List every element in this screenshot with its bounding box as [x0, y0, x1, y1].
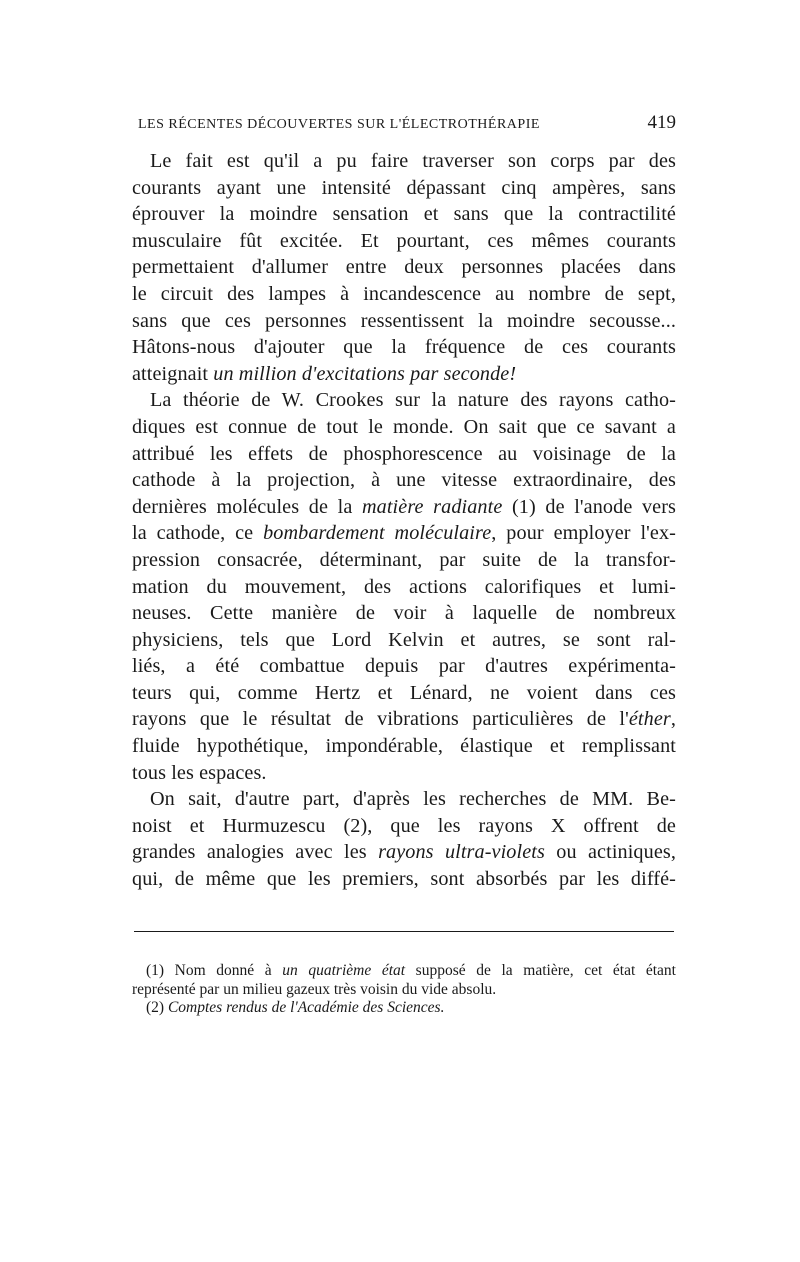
italic-phrase: éther — [628, 708, 671, 731]
text-line: sans que ces personnes ressentissent la moindre secousse... — [132, 309, 676, 332]
text-line: le circuit des lampes à incandescence au nombre de sept, — [132, 282, 676, 305]
text-line: fluide hypothétique, impondérable, élastique et remplissant — [132, 735, 676, 758]
text-line: permettaient d'allumer entre deux personnes placées dans — [132, 256, 676, 279]
body-text — [132, 148, 676, 893]
running-title: LES RÉCENTES DÉCOUVERTES SUR L'ÉLECTROTHÉRAPIE — [138, 117, 540, 132]
text-line: pression consacrée, déterminant, par suite de la transfor- — [132, 548, 676, 571]
text-line: qui, de même que les premiers, sont absorbés par les diffé- — [132, 868, 676, 891]
text-line: attribué les effets de phosphorescence au voisinage de la — [132, 442, 676, 465]
text-line: La théorie de W. Crookes sur la nature des rayons catho- — [150, 389, 676, 412]
text-line: liés, a été combattue depuis par d'autres expérimenta- — [132, 655, 676, 678]
text-line: atteignait un million d'excitations par seconde! — [132, 362, 517, 385]
text-line: diques est connue de tout le monde. On sait que ce savant a — [132, 415, 676, 438]
footnote-1-continued: représenté par un milieu gazeux très voisin du vide absolu. — [132, 980, 497, 998]
text-line: musculaire fût excitée. Et pourtant, ces mêmes courants — [132, 229, 676, 252]
text-line: la cathode, ce bombardement moléculaire, pour employer l'ex- — [132, 522, 676, 545]
footnote-rule — [134, 931, 674, 933]
italic-phrase: rayons ultra-violets — [378, 841, 545, 864]
italic-phrase: matière radiante — [361, 495, 503, 518]
text-line: On sait, d'autre part, d'après les recherches de MM. Be- — [150, 788, 676, 811]
page-number: 419 — [647, 112, 676, 133]
text-line: rayons que le résultat de vibrations particulières de l'éther, — [132, 708, 676, 731]
text-line: mation du mouvement, des actions calorifiques et lumi- — [132, 575, 676, 598]
footnotes — [132, 962, 676, 1017]
text-line: tous les espaces. — [132, 761, 267, 784]
text-line: cathode à la projection, à une vitesse extraordinaire, des — [132, 469, 676, 492]
text-line: grandes analogies avec les rayons ultra-violets ou actiniques, — [132, 841, 676, 864]
italic-phrase: bombardement moléculaire — [263, 522, 492, 545]
running-head — [132, 112, 676, 134]
footnote-2: (2) Comptes rendus de l'Académie des Sciences. — [146, 998, 445, 1016]
text-line: physiciens, tels que Lord Kelvin et autres, se sont ral- — [132, 628, 676, 651]
text-line: dernières molécules de la matière radiante (1) de l'anode vers — [132, 495, 676, 518]
footnote-1: (1) Nom donné à un quatrième état supposé de la matière, cet état étant — [146, 962, 676, 980]
text-line: Le fait est qu'il a pu faire traverser son corps par des — [150, 150, 676, 172]
italic-phrase: un million d'excitations par seconde! — [213, 362, 517, 385]
text-line: courants ayant une intensité dépassant cinq ampères, sans — [132, 176, 676, 199]
text-line: neuses. Cette manière de voir à laquelle de nombreux — [132, 602, 676, 625]
text-line: teurs qui, comme Hertz et Lénard, ne voient dans ces — [132, 681, 676, 704]
text-line: noist et Hurmuzescu (2), que les rayons X offrent de — [132, 814, 676, 837]
text-line: Hâtons-nous d'ajouter que la fréquence de ces courants — [132, 336, 676, 359]
book-page — [132, 112, 676, 1017]
text-line: éprouver la moindre sensation et sans que la contractilité — [132, 203, 676, 226]
